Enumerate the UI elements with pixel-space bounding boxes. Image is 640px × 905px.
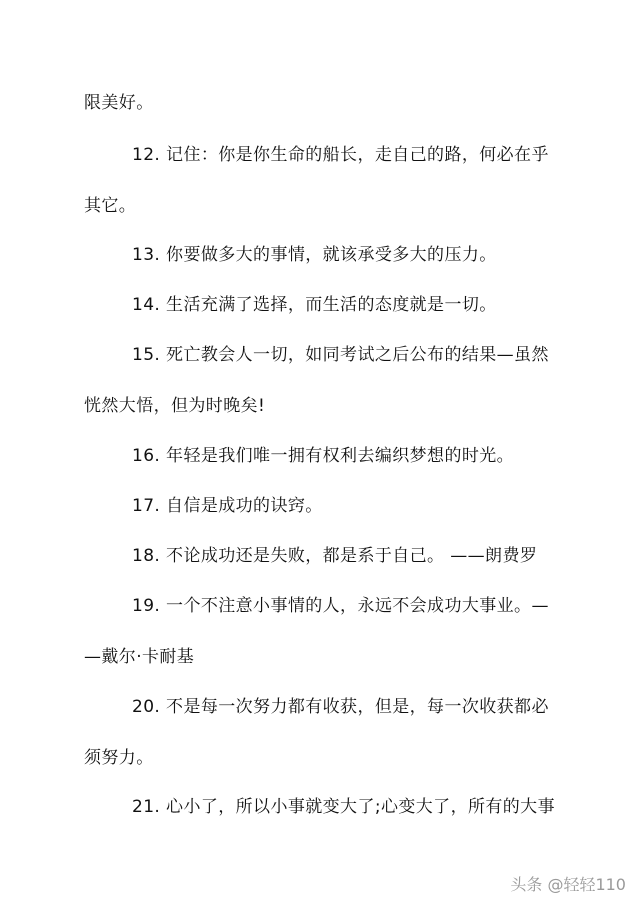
watermark: 头条 @轻轻110 bbox=[510, 875, 626, 894]
list-item-14: 14. 生活充满了选择，而生活的态度就是一切。 bbox=[132, 295, 497, 315]
list-item-12: 12. 记住：你是你生命的船长，走自己的路，何必在乎 bbox=[132, 145, 549, 165]
list-item-13: 13. 你要做多大的事情，就该承受多大的压力。 bbox=[132, 245, 497, 265]
list-item-19: 19. 一个不注意小事情的人，永远不会成功大事业。— bbox=[132, 596, 549, 616]
text-line: 其它。 bbox=[84, 196, 137, 216]
text-line: 须努力。 bbox=[84, 748, 154, 768]
list-item-21: 21. 心小了，所以小事就变大了;心变大了，所有的大事 bbox=[132, 797, 555, 817]
list-item-20: 20. 不是每一次努力都有收获，但是，每一次收获都必 bbox=[132, 697, 549, 717]
text-line: 限美好。 bbox=[84, 93, 154, 113]
text-line: —戴尔·卡耐基 bbox=[84, 647, 195, 667]
list-item-17: 17. 自信是成功的诀窍。 bbox=[132, 496, 323, 516]
list-item-16: 16. 年轻是我们唯一拥有权利去编织梦想的时光。 bbox=[132, 446, 515, 466]
text-line: 恍然大悟，但为时晚矣! bbox=[84, 396, 266, 416]
list-item-15: 15. 死亡教会人一切，如同考试之后公布的结果—虽然 bbox=[132, 345, 549, 365]
list-item-18: 18. 不论成功还是失败，都是系于自己。 ——朗费罗 bbox=[132, 546, 538, 566]
